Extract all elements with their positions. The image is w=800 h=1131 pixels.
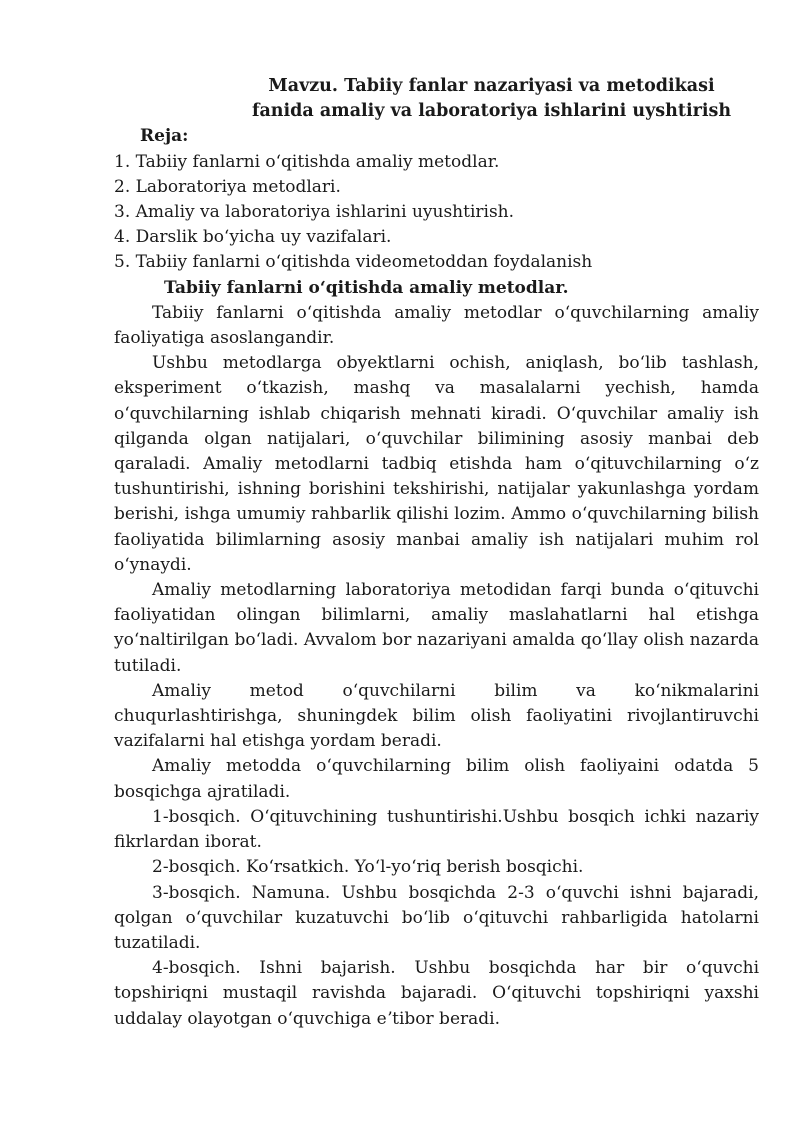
step-paragraph: 1-bosqich. Oʻqituvchining tushuntirishi.Ushbu bosqich ichki nazariy fikrlardan iborat. xyxy=(114,806,759,853)
plan-item: 3. Amaliy va laboratoriya ishlarini uyushtirish. xyxy=(114,202,515,223)
body-paragraph: Tabiiy fanlarni oʻqitishda amaliy metodlar oʻquvchilarning amaliy faoliyatiga asoslangandir. xyxy=(114,302,759,349)
plan-list xyxy=(114,150,759,276)
plan-item: 1. Tabiiy fanlarni oʻqitishda amaliy metodlar. xyxy=(114,151,500,172)
plan-item: 2. Laboratoriya metodlari. xyxy=(114,176,341,197)
body-paragraph: Ushbu metodlarga obyektlarni ochish, aniqlash, boʻlib tashlash, eksperiment oʻtkazish, mashq va masalalarni yechish, hamda oʻquvchilarning ishlab chiqarish mehnati kiradi. Oʻquvchilar amaliy ish qilganda olgan natijalari, oʻquvchilar bilimining asosiy manbai deb qaraladi. Amaliy metodlarni tadbiq etishda ham oʻqituvchilarning oʻz tushuntirishi, ishning borishini tekshirishi, natijalar yakunlashga yordam berishi, ishga umumiy rahbarlik qilishi lozim. Ammo oʻquvchilarning bilish faoliyatida bilimlarning asosiy manbai amaliy ish natijalari muhim rol oʻynaydi. xyxy=(114,353,759,575)
body-paragraph: Amaliy metod oʻquvchilarni bilim va koʻnikmalarini chuqurlashtirishga, shuningdek bilim olish faoliyatini rivojlantiruvchi vazifalarni hal etishga yordam beradi. xyxy=(114,680,759,752)
step-paragraph: 4-bosqich. Ishni bajarish. Ushbu bosqichda har bir oʻquvchi topshiriqni mustaqil ravishda bajaradi. Oʻqituvchi topshiriqni yaxshi uddalay olayotgan oʻquvchiga eʼtibor beradi. xyxy=(114,958,759,1029)
step-paragraph: 2-bosqich. Koʻrsatkich. Yoʻl-yoʻriq berish bosqichi. xyxy=(152,857,584,878)
plan-item: 5. Tabiiy fanlarni oʻqitishda videometoddan foydalanish xyxy=(114,252,593,273)
section-heading: Tabiiy fanlarni oʻqitishda amaliy metodlar. xyxy=(164,277,569,298)
plan-item: 4. Darslik boʻyicha uy vazifalari. xyxy=(114,227,392,248)
title-line-2: fanida amaliy va laboratoriya ishlarini uyshtirish xyxy=(251,101,732,122)
document-page xyxy=(114,74,759,1032)
body-paragraph: Amaliy metodlarning laboratoriya metodidan farqi bunda oʻqituvchi faoliyatidan olingan bilimlarni, amaliy maslahatlarni hal etishga yoʻnaltirilgan boʻladi. Avvalom bor nazariyani amalda qoʻllay olish nazarda tutiladi. xyxy=(114,580,759,676)
plan-heading: Reja: xyxy=(140,126,189,147)
document-title xyxy=(114,74,759,124)
title-line-1: Mavzu. Tabiiy fanlar nazariyasi va metodikasi xyxy=(268,76,715,96)
step-paragraph: 3-bosqich. Namuna. Ushbu bosqichda 2-3 oʻquvchi ishni bajaradi, qolgan oʻquvchilar kuzatuvchi boʻlib oʻqituvchi rahbarligida hatolarni tuzatiladi. xyxy=(114,882,759,953)
body-paragraph: Amaliy metodda oʻquvchilarning bilim olish faoliyaini odatda 5 bosqichga ajratiladi. xyxy=(114,756,759,802)
